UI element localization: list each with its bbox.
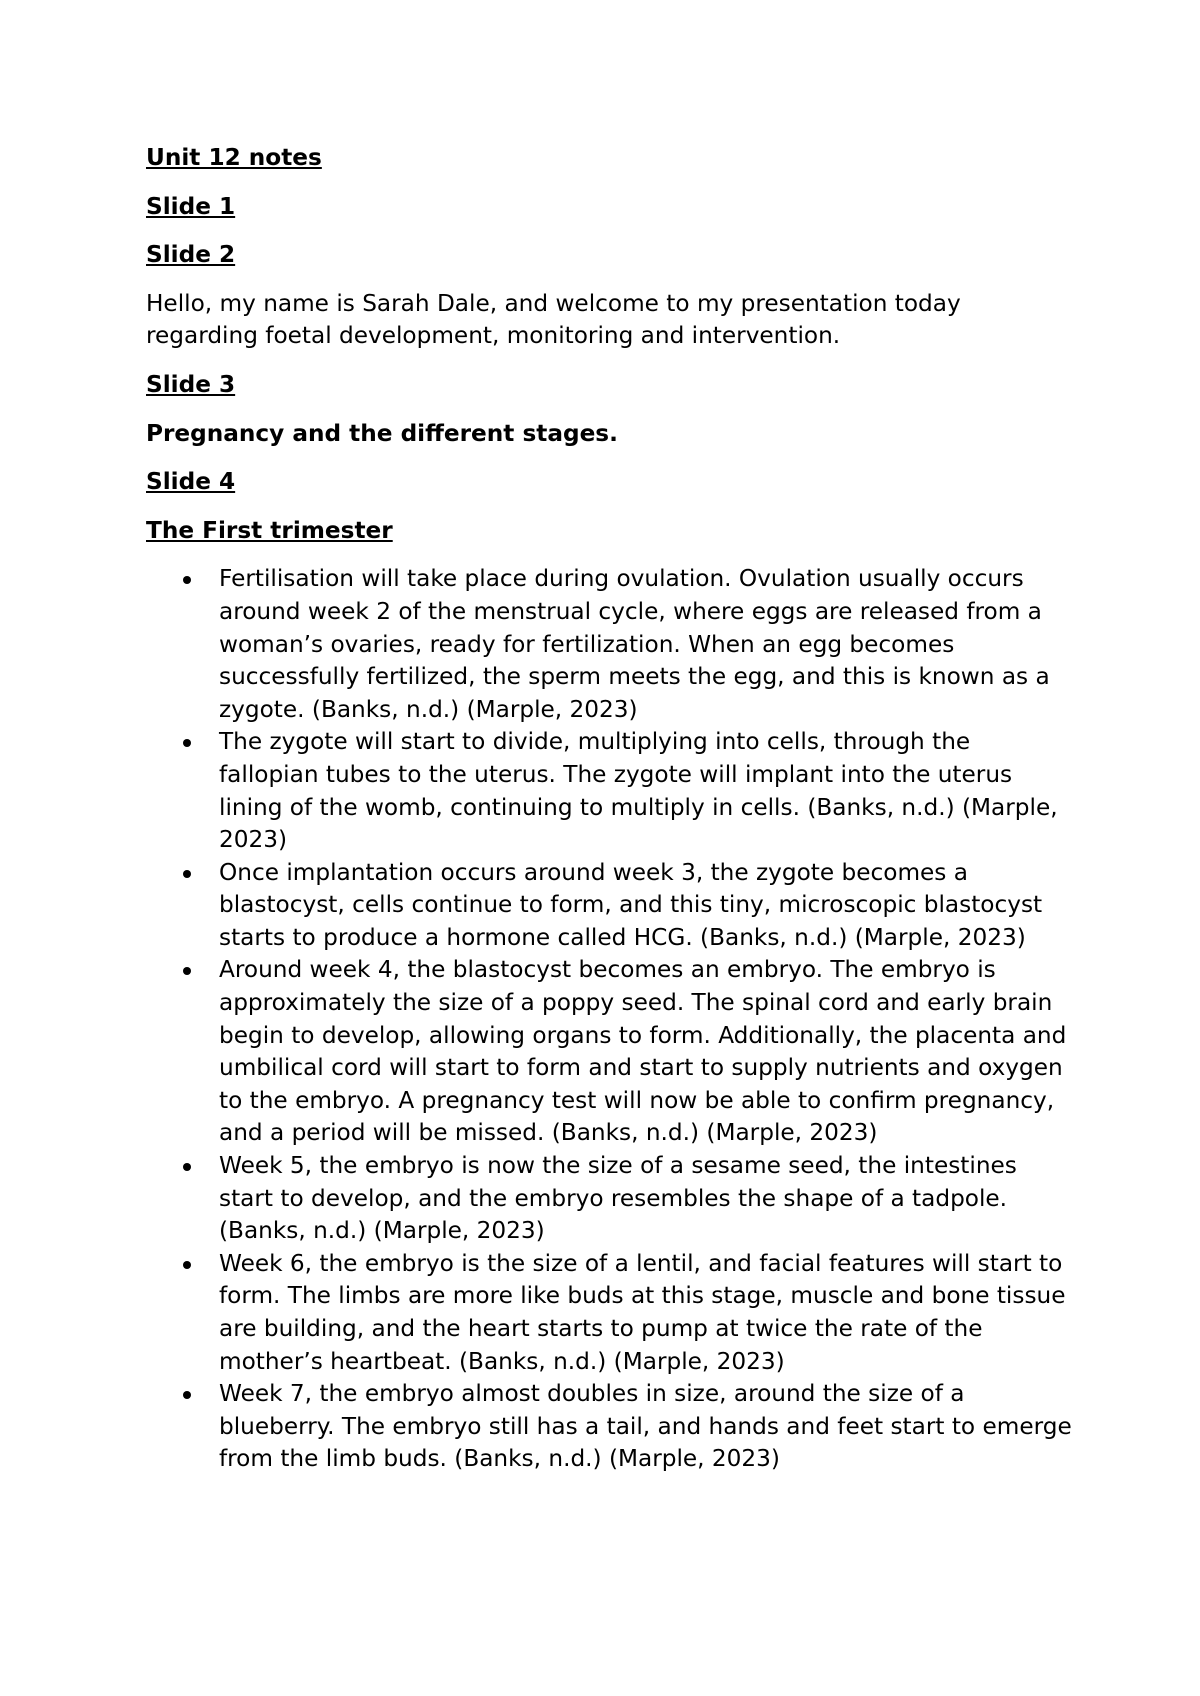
bullet-dot-icon [183,1261,191,1269]
slide-4-heading: Slide 4 [146,468,236,496]
bullet-text: Once implantation occurs around week 3, the zygote becomes a blastocyst, cells continue to form, and this tiny, microscopic blastocyst starts to produce a hormone called HCG. (Banks, n.d.) (Marple, 2023) [219,858,1043,951]
slide-3-heading: Slide 3 [146,370,236,398]
slide-2-heading: Slide 2 [146,241,236,269]
section-heading-first-trimester: The First trimester [146,516,393,544]
bullet-item [146,563,1076,726]
bullet-dot-icon [183,739,191,747]
bullet-dot-icon [183,576,191,584]
bullet-dot-icon [183,967,191,975]
bullet-text: Fertilisation will take place during ovulation. Ovulation usually occurs around week 2 of the menstrual cycle, where eggs are released from a woman’s ovaries, ready for fertilization. When an egg becomes successfully fertilized, the sperm meets the egg, and this is known as a zygote. (Banks, n.d.) (Marple, 2023) [219,565,1050,723]
bullet-item [146,857,1076,955]
bullet-item [146,1248,1076,1378]
document-page [146,142,1076,1476]
slide-1-heading: Slide 1 [146,192,236,220]
bullet-dot-icon [183,1163,191,1171]
bullet-item [146,726,1076,856]
bullet-text: Week 7, the embryo almost doubles in size, around the size of a blueberry. The embryo still has a tail, and hands and feet start to emerge from the limb buds. (Banks, n.d.) (Marple, 2023) [219,1380,1072,1473]
bullet-dot-icon [183,870,191,878]
document-title: Unit 12 notes [146,144,322,171]
bullet-item [146,1150,1076,1248]
intro-paragraph: Hello, my name is Sarah Dale, and welcome to my presentation today regarding foetal development, monitoring and intervention. [146,289,961,350]
bullet-text: The zygote will start to divide, multiplying into cells, through the fallopian tubes to the uterus. The zygote will implant into the uterus lining of the womb, continuing to multiply in cells. (Banks, n.d.) (Marple, 2023) [219,728,1058,854]
slide-3-title: Pregnancy and the different stages. [146,419,618,447]
bullet-text: Around week 4, the blastocyst becomes an embryo. The embryo is approximately the size of a poppy seed. The spinal cord and early brain begin to develop, allowing organs to form. Additionally, the placenta and umbilical cord will start to form and start to supply nutrients and oxygen to the embryo. A pregnancy test will now be able to confirm pregnancy, and a period will be missed. (Banks, n.d.) (Marple, 2023) [219,956,1067,1147]
first-trimester-bullet-list [146,563,1076,1476]
bullet-dot-icon [183,1391,191,1399]
bullet-text: Week 6, the embryo is the size of a lentil, and facial features will start to form. The limbs are more like buds at this stage, muscle and bone tissue are building, and the heart starts to pump at twice the rate of the mother’s heartbeat. (Banks, n.d.) (Marple, 2023) [219,1249,1066,1375]
bullet-item [146,954,1076,1150]
bullet-text: Week 5, the embryo is now the size of a sesame seed, the intestines start to develop, and the embryo resembles the shape of a tadpole. (Banks, n.d.) (Marple, 2023) [219,1152,1017,1245]
bullet-item [146,1378,1076,1476]
